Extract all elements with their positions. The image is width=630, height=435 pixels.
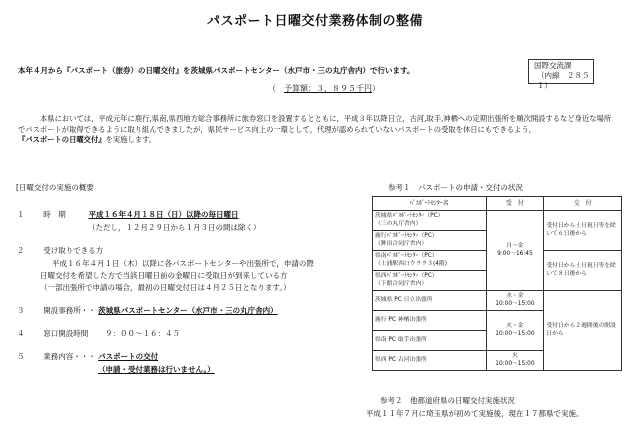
- item-1-note: （ただし，１２月２９日から１月３日の間は除く）: [88, 223, 261, 232]
- table-cell-receipt-wed-fri: 水・金 10:00～15:00: [486, 291, 544, 311]
- item-1-value: 平成１６年４月１８日（日）以降の毎日曜日: [88, 210, 239, 219]
- overview-item-4: ４ 窓口開設時間 ９：００～１６：４５: [17, 329, 181, 338]
- item-2-line-2: 日曜交付を希望した方で当該日曜日前の金曜日に受取日が到来している方: [40, 271, 288, 280]
- department-name: 国際交流課: [534, 61, 572, 70]
- item-1-label: 時 期: [43, 210, 66, 219]
- intro-lead: 本年４月から『パスポート（旅券）の日曜交付』を茨城県パスポートセンター（水戸市・三の丸庁舎内）で行います。: [18, 66, 415, 75]
- table-cell-issue-2weeks: 受付日から２週間後の開設日から: [544, 291, 622, 371]
- item-2-line-1: 平成１６年４月１日（木）以降に各パスポートセンターや出張所で，申請の際: [52, 259, 314, 268]
- item-3-value: 茨城県パスポートセンター（水戸市・三の丸庁舎内）: [98, 306, 278, 315]
- item-5-value-2: （申請・受付業務は行いません。）: [98, 365, 215, 374]
- overview-item-1: １ 時 期 平成１６年４月１８日（日）以降の毎日曜日: [17, 210, 239, 219]
- department-extension: （内線 ２８５１）: [537, 71, 590, 91]
- table-header: 交 付: [544, 197, 622, 211]
- item-3-label: 開設事務所・・: [43, 306, 96, 315]
- table-cell-issue-6days: 受付日から土日祝日等を除いて６日後から: [544, 211, 622, 251]
- item-2-label: 受け取りできる方: [43, 246, 104, 255]
- intro-paragraph-part-1: 本県においては，平成元年に鹿行,県南,県西地方総合事務所に旅券窓口を設置するとともに，平成３年以降日立，古河,取手,神栖への定期出張所を順次開設するなど身近な場所でパスポートが取得できるように取り組んできましたが，県民サービス向上の一環として，代理が認められていないパスポートの受取を休日にもできるよう，: [18, 114, 612, 134]
- table-cell-branch-name: 茨城県 PC 日立出張所: [373, 291, 487, 311]
- item-5-label: 業務内容・・・: [43, 352, 96, 361]
- table-header-row: [373, 197, 622, 211]
- ref1-title: 参考１ パスポートの申請・交付の状況: [388, 183, 523, 192]
- table-cell-branch-name: 県西 PC 古河出張所: [373, 351, 487, 371]
- budget-open: （: [268, 84, 276, 93]
- table-cell-center-name: 県西ﾊﾟｽﾎﾟｰﾄｾﾝﾀｰ（PC） （下館合同庁舎内）: [373, 271, 487, 291]
- table-header: ﾊﾟｽﾎﾟｰﾄｾﾝﾀｰ名: [373, 197, 487, 211]
- table-cell-issue-8days: 受付日から土日祝日等を除いて８日後から: [544, 251, 622, 291]
- intro-paragraph-bold: 『パスポートの日曜交付』: [18, 135, 106, 145]
- table-cell-receipt-tue-fri: 火・金 10:00～15:00: [486, 311, 544, 351]
- item-4-label: 窓口開設時間: [43, 329, 89, 338]
- table-cell-center-name: 茨城県ﾊﾟｽﾎﾟｰﾄｾﾝﾀｰ（PC） （三の丸庁舎内）: [373, 211, 487, 231]
- budget-value: 予算額：３，８９５千円: [284, 84, 372, 93]
- overview-item-3: ３ 開設事務所・・ 茨城県パスポートセンター（水戸市・三の丸庁舎内）: [17, 306, 278, 315]
- table-header: 受 付: [486, 197, 544, 211]
- intro-paragraph-part-2: を実施します。: [105, 135, 157, 145]
- table-cell-branch-name: 鹿行 PC 神栖出張所: [373, 311, 487, 331]
- intro-paragraph: [18, 114, 618, 146]
- table-cell-receipt-tue: 火 10:00～15:00: [486, 351, 544, 371]
- budget-line: [268, 84, 380, 94]
- item-5-value: パスポートの交付: [98, 352, 159, 361]
- budget-close: ）: [372, 84, 380, 93]
- item-4-value: ９：００～１６：４５: [105, 329, 181, 338]
- table-cell-branch-name: 県南 PC 取手出張所: [373, 331, 487, 351]
- ref2-title: 参考２ 他都道府県の日曜交付実施状況: [380, 396, 515, 405]
- overview-item-5: ５ 業務内容・・・ パスポートの交付: [17, 352, 159, 361]
- ref2-text: 平成１１年７月に埼玉県が初めて実施後，現在１７都県で実施。: [366, 409, 584, 418]
- overview-heading: [日曜交付の実施の概要: [16, 183, 94, 192]
- page-title: パスポート日曜交付業務体制の整備: [206, 14, 423, 29]
- department-box: [528, 59, 594, 91]
- table-cell-center-name: 県南ﾊﾟｽﾎﾟｰﾄｾﾝﾀｰ（PC） （土浦駅西口ウララ３(4階): [373, 251, 487, 271]
- item-2-line-3: （一部出張所で申請の場合，最初の日曜交付日は４月２５日となります。）: [40, 283, 291, 292]
- table-row: [373, 211, 622, 231]
- overview-item-2: ２ 受け取りできる方: [17, 246, 104, 255]
- ref1-table: [372, 196, 622, 371]
- table-cell-receipt-weekday: 月～金 9:00～16:45: [486, 211, 544, 291]
- table-cell-center-name: 鹿行ﾊﾟｽﾎﾟｰﾄｾﾝﾀｰ（PC） （鉾田合同庁舎内）: [373, 231, 487, 251]
- table-row: [373, 291, 622, 311]
